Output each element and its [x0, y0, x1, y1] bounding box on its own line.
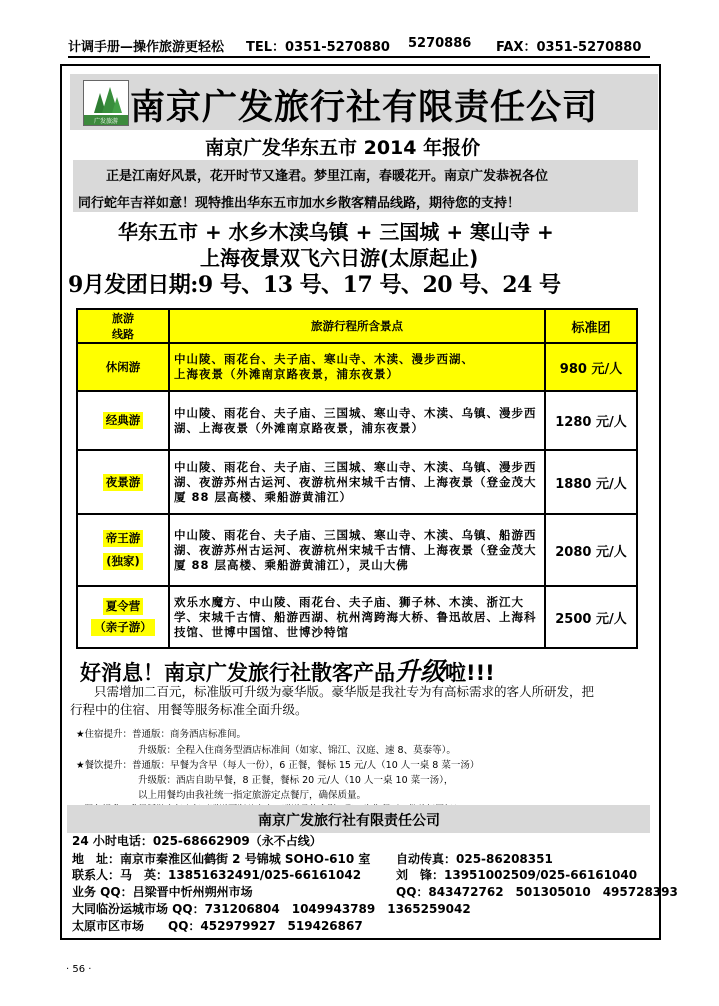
- tree-icon: [84, 81, 128, 125]
- upgrade-line-2: 行程中的住宿、用餐等服务标准全面升级。: [70, 702, 308, 717]
- goodnews-suffix: 啦!!!: [445, 661, 495, 685]
- price-table: [76, 308, 638, 649]
- note-item: 升级版：酒店自助早餐，8 正餐，餐标 20 元/人（10 人一桌 10 菜一汤），: [138, 775, 454, 786]
- route-sights: 欢乐水魔方、中山陵、雨花台、夫子庙、狮子林、木渎、浙江大学、宋城千古情、船游西湖、杭州湾跨海大桥、鲁迅故居、上海科技馆、世博中国馆、世博沙特馆: [169, 586, 545, 648]
- route-sights: 中山陵、雨花台、夫子庙、三国城、寒山寺、木渎、乌镇、船游西湖、夜游苏州古运河、夜游杭州宋城千古情、上海夜景（登金茂大厦 88 层高楼、乘船游黄浦江），灵山大佛: [169, 514, 545, 586]
- header-tel2: 5270886: [408, 36, 472, 51]
- header-slogan: 计调手册—操作旅游更轻松: [68, 40, 225, 55]
- route-name-label: 帝王游: [103, 530, 144, 547]
- route-name: [77, 586, 169, 648]
- table-row: [77, 514, 637, 586]
- page-number: · 56 ·: [66, 964, 92, 975]
- header-bar: [68, 34, 650, 58]
- route-name-label: 经典游: [103, 412, 144, 429]
- departure-dates: 9月发团日期:9 号、13 号、17 号、20 号、24 号: [68, 272, 561, 298]
- route-price: 2080 元/人: [545, 514, 637, 586]
- company-logo: [83, 80, 129, 126]
- route-sights-line-2: 上海夜景（外滩南京路夜景，浦东夜景）: [174, 367, 399, 381]
- upgrade-line-1: 只需增加二百元，标准版可升级为豪华版。豪华版是我社专为有高标需求的客人所研发，把: [94, 684, 595, 699]
- header-price: 标准团: [545, 309, 637, 343]
- note-item: ★餐饮提升：普通版：早餐为含早（每人一份），6 正餐，餐标 15 元/人（10 人一桌 8 菜一汤）: [76, 760, 480, 771]
- note-item: 升级版：全程入住商务型酒店标准间（如家、锦江、汉庭、速 8、莫泰等）。: [138, 745, 456, 756]
- intro-line-2: 同行蛇年吉祥如意！现特推出华东五市加水乡散客精品线路，期待您的支持！: [78, 196, 521, 211]
- goodnews-prefix: 好消息！南京广发旅行社散客产品: [80, 661, 395, 685]
- route-name: [77, 514, 169, 586]
- company-name: 南京广发旅行社有限责任公司: [130, 88, 599, 128]
- table-row: [77, 343, 637, 391]
- route-name-note: （亲子游）: [91, 619, 155, 636]
- route-title-line-1: 华东五市 + 水乡木渎乌镇 + 三国城 + 寒山寺 +: [118, 220, 554, 244]
- route-price: 1880 元/人: [545, 450, 637, 514]
- footer-hotline: 24 小时电话：025-68662909（永不占线）: [72, 834, 322, 848]
- svg-text:广发旅游: 广发旅游: [93, 118, 119, 125]
- route-price: 2500 元/人: [545, 586, 637, 648]
- route-name-note: (独家): [103, 553, 143, 570]
- route-sights: [169, 343, 545, 391]
- footer-address: 地 址：南京市秦淮区仙鹤街 2 号锦城 SOHO-610 室: [72, 852, 371, 866]
- table-row: [77, 450, 637, 514]
- route-price: 1280 元/人: [545, 391, 637, 450]
- footer-datong: 大同临汾运城市场 QQ：731206804 1049943789 1365259042: [72, 902, 471, 916]
- footer-contact-1: 联系人：马 英：13851632491/025-66161042: [72, 868, 362, 882]
- page-title: 南京广发华东五市 2014 年报价: [205, 137, 481, 159]
- route-name: [77, 450, 169, 514]
- route-title-line-2: 上海夜景双飞六日游(太原起止): [200, 246, 479, 270]
- route-sights: 中山陵、雨花台、夫子庙、三国城、寒山寺、木渎、乌镇、漫步西湖、上海夜景（外滩南京路夜景，浦东夜景）: [169, 391, 545, 450]
- goodnews-emphasis: 升级: [395, 657, 446, 686]
- table-header-row: [77, 309, 637, 343]
- footer-taiyuan: 太原市区市场 QQ：452979927 519426867: [72, 919, 363, 933]
- footer-autofax: 自动传真：025-86208351: [396, 852, 553, 866]
- route-name: [77, 391, 169, 450]
- intro-line-1: 正是江南好风景，花开时节又逢君。梦里江南，春暖花开。南京广发恭祝各位: [106, 169, 549, 184]
- note-item: 以上用餐均由我社统一指定旅游定点餐厅，确保质量。: [138, 790, 367, 801]
- route-name: 休闲游: [77, 343, 169, 391]
- header-tel: TEL：0351-5270880: [246, 40, 390, 55]
- route-name-label: 夜景游: [103, 474, 144, 491]
- header-sights: 旅游行程所含景点: [169, 309, 545, 343]
- footer-biz-qq: QQ：843472762 501305010 495728393: [396, 885, 678, 899]
- route-sights: 中山陵、雨花台、夫子庙、三国城、寒山寺、木渎、乌镇、漫步西湖、夜游苏州古运河、夜游杭州宋城千古情、上海夜景（登金茂大厦 88 层高楼、乘船游黄浦江）: [169, 450, 545, 514]
- note-item: ★住宿提升：普通版：商务酒店标准间。: [76, 729, 247, 740]
- footer-title: 南京广发旅行社有限责任公司: [258, 813, 440, 829]
- header-route: 旅游 线路: [77, 309, 169, 343]
- route-name-label: 夏令营: [103, 598, 144, 615]
- route-sights-line-1: 中山陵、雨花台、夫子庙、寒山寺、木渎、漫步西湖、: [174, 352, 474, 366]
- table-row: [77, 586, 637, 648]
- footer-biz: 业务 QQ：吕梁晋中忻州朔州市场: [72, 885, 253, 899]
- route-price: 980 元/人: [545, 343, 637, 391]
- footer-contact-2: 刘 锋：13951002509/025-66161040: [396, 868, 638, 882]
- table-row: [77, 391, 637, 450]
- header-fax: FAX：0351-5270880: [496, 40, 642, 55]
